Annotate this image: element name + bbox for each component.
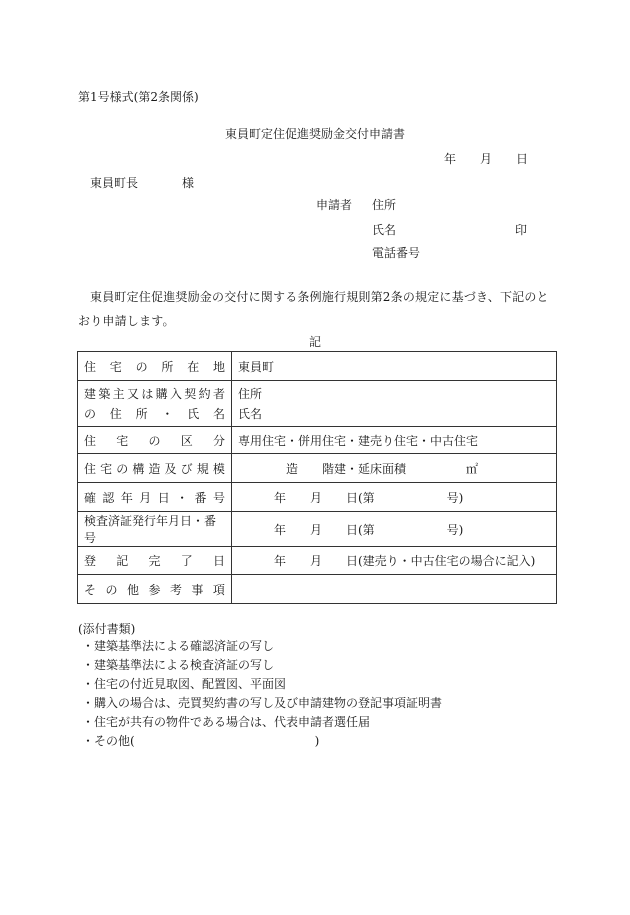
label-char: 築 [98,386,111,401]
housing-type-value[interactable]: 専用住宅・併用住宅・建売り住宅・中古住宅 [232,427,557,454]
label-char: 地 [212,359,225,374]
label-char: 記 [116,554,129,568]
label-line [84,432,225,449]
label-char: 号 [212,490,225,505]
label-char: 確 [84,490,97,505]
list-item: ・建築基準法による確認済証の写し [82,639,275,653]
label-char: 購 [155,386,168,401]
label-char: 主 [112,386,125,401]
label-char: は [141,386,154,401]
row-label [78,381,232,427]
label-char: 住 [84,433,97,448]
addressee-suffix: 様 [182,176,195,190]
label-line [84,358,225,375]
label-char: そ [84,582,97,597]
inspection-date-value[interactable]: 年 月 日(第 号) [232,512,557,547]
row-label [78,454,232,483]
table-row [78,454,557,483]
list-item: ・建築基準法による検査済証の写し [82,658,275,672]
builder-address-label: 住所 [238,386,263,401]
other-notes-value[interactable] [232,575,557,604]
label-char: 及 [164,461,177,476]
label-char: ・ [176,490,189,505]
table-row [78,483,557,512]
ki-heading: 記 [308,335,321,349]
table-row [78,512,557,547]
label-line [84,489,225,506]
row-label [78,427,232,454]
application-statement: 東員町定住促進奨励金の交付に関する条例施行規則第2条の規定に基づき、下記のとおり申請します。 [78,290,549,328]
label-char: 規 [196,461,209,476]
label-char: 又 [126,386,139,401]
builder-name-label: 氏名 [238,406,263,421]
label-char: 契 [184,386,197,401]
label-char: 造 [148,461,161,476]
label-char: 者 [212,386,225,401]
label-line [84,552,225,569]
label-char: 年 [120,490,133,505]
applicant-label: 申請者 [316,198,353,212]
row-label [78,352,232,381]
table-row [78,427,557,454]
label-char: 住 [109,406,122,421]
list-item: ・住宅が共有の物件である場合は、代表申請者選任届 [82,715,371,729]
form-number: 第1号様式(第2条関係) [78,90,199,104]
label-char: 所 [161,359,174,374]
label-char: 約 [198,386,211,401]
row-label [78,575,232,604]
label-char: 日 [212,554,225,568]
label-char: ・ [161,406,174,421]
label-char: 考 [169,582,182,597]
table-row [78,575,557,604]
list-item: ・その他( ) [82,734,320,748]
date-month-label: 月 [480,152,493,166]
label-char: 月 [139,490,152,505]
label-char: の [135,359,148,374]
date-year-label: 年 [444,152,457,166]
row-label [78,483,232,512]
location-value[interactable]: 東員町 [232,352,557,381]
table-row [78,381,557,427]
label-char: 認 [102,490,115,505]
label-char: 分 [212,433,225,448]
label-char: の [105,582,118,597]
label-char: 項 [212,582,225,597]
label-char: 住 [84,359,97,374]
document-title: 東員町定住促進奨励金交付申請書 [224,127,405,141]
label-char: 所 [135,406,148,421]
applicant-name-label: 氏名 [372,223,397,237]
row-label: 検査済証発行年月日・番号 [78,512,232,547]
list-item: ・住宅の付近見取図、配置図、平面図 [82,677,287,691]
label-char: 宅 [109,359,122,374]
registration-date-value[interactable]: 年 月 日(建売り・中古住宅の場合に記入) [232,547,557,575]
label-line [84,384,225,404]
label-line [84,404,225,424]
list-item: ・購入の場合は、売買契約書の写し及び申請建物の登記事項証明書 [82,696,443,710]
label-char: 番 [194,490,207,505]
application-table [77,351,557,604]
label-char: 入 [169,386,182,401]
label-char: の [116,461,129,476]
applicant-phone-label: 電話番号 [372,246,421,260]
label-char: の [148,433,161,448]
label-char: 完 [148,554,161,568]
label-char: 日 [157,490,170,505]
seal-mark: 印 [515,223,528,237]
label-char: 事 [191,582,204,597]
label-char: 区 [180,433,193,448]
label-char: 名 [212,406,225,421]
label-char: 在 [187,359,200,374]
label-char: 構 [132,461,145,476]
attachments-title: (添付書類) [78,622,136,636]
label-char: 参 [148,582,161,597]
label-char: 登 [84,554,97,568]
label-char: 宅 [116,433,129,448]
label-char: の [84,406,97,421]
label-line [84,460,225,477]
confirmation-date-value[interactable]: 年 月 日(第 号) [232,483,557,512]
builder-info-cell[interactable] [232,381,557,427]
label-char: 氏 [187,406,200,421]
label-char: 建 [84,386,97,401]
table-row [78,547,557,575]
date-day-label: 日 [516,152,529,166]
label-char: び [180,461,193,476]
label-char: 他 [126,582,139,597]
applicant-address-label: 住所 [372,198,397,212]
label-char: 模 [212,461,225,476]
table-row [78,352,557,381]
attachments-list [82,637,442,751]
label-char: 了 [180,554,193,568]
structure-scale-value[interactable]: 造 階建・延床面積 ㎡ [232,454,557,483]
addressee: 東員町長 [90,176,139,190]
label-char: 住 [84,461,97,476]
label-char: 宅 [100,461,113,476]
row-label [78,547,232,575]
label-line [84,581,225,598]
